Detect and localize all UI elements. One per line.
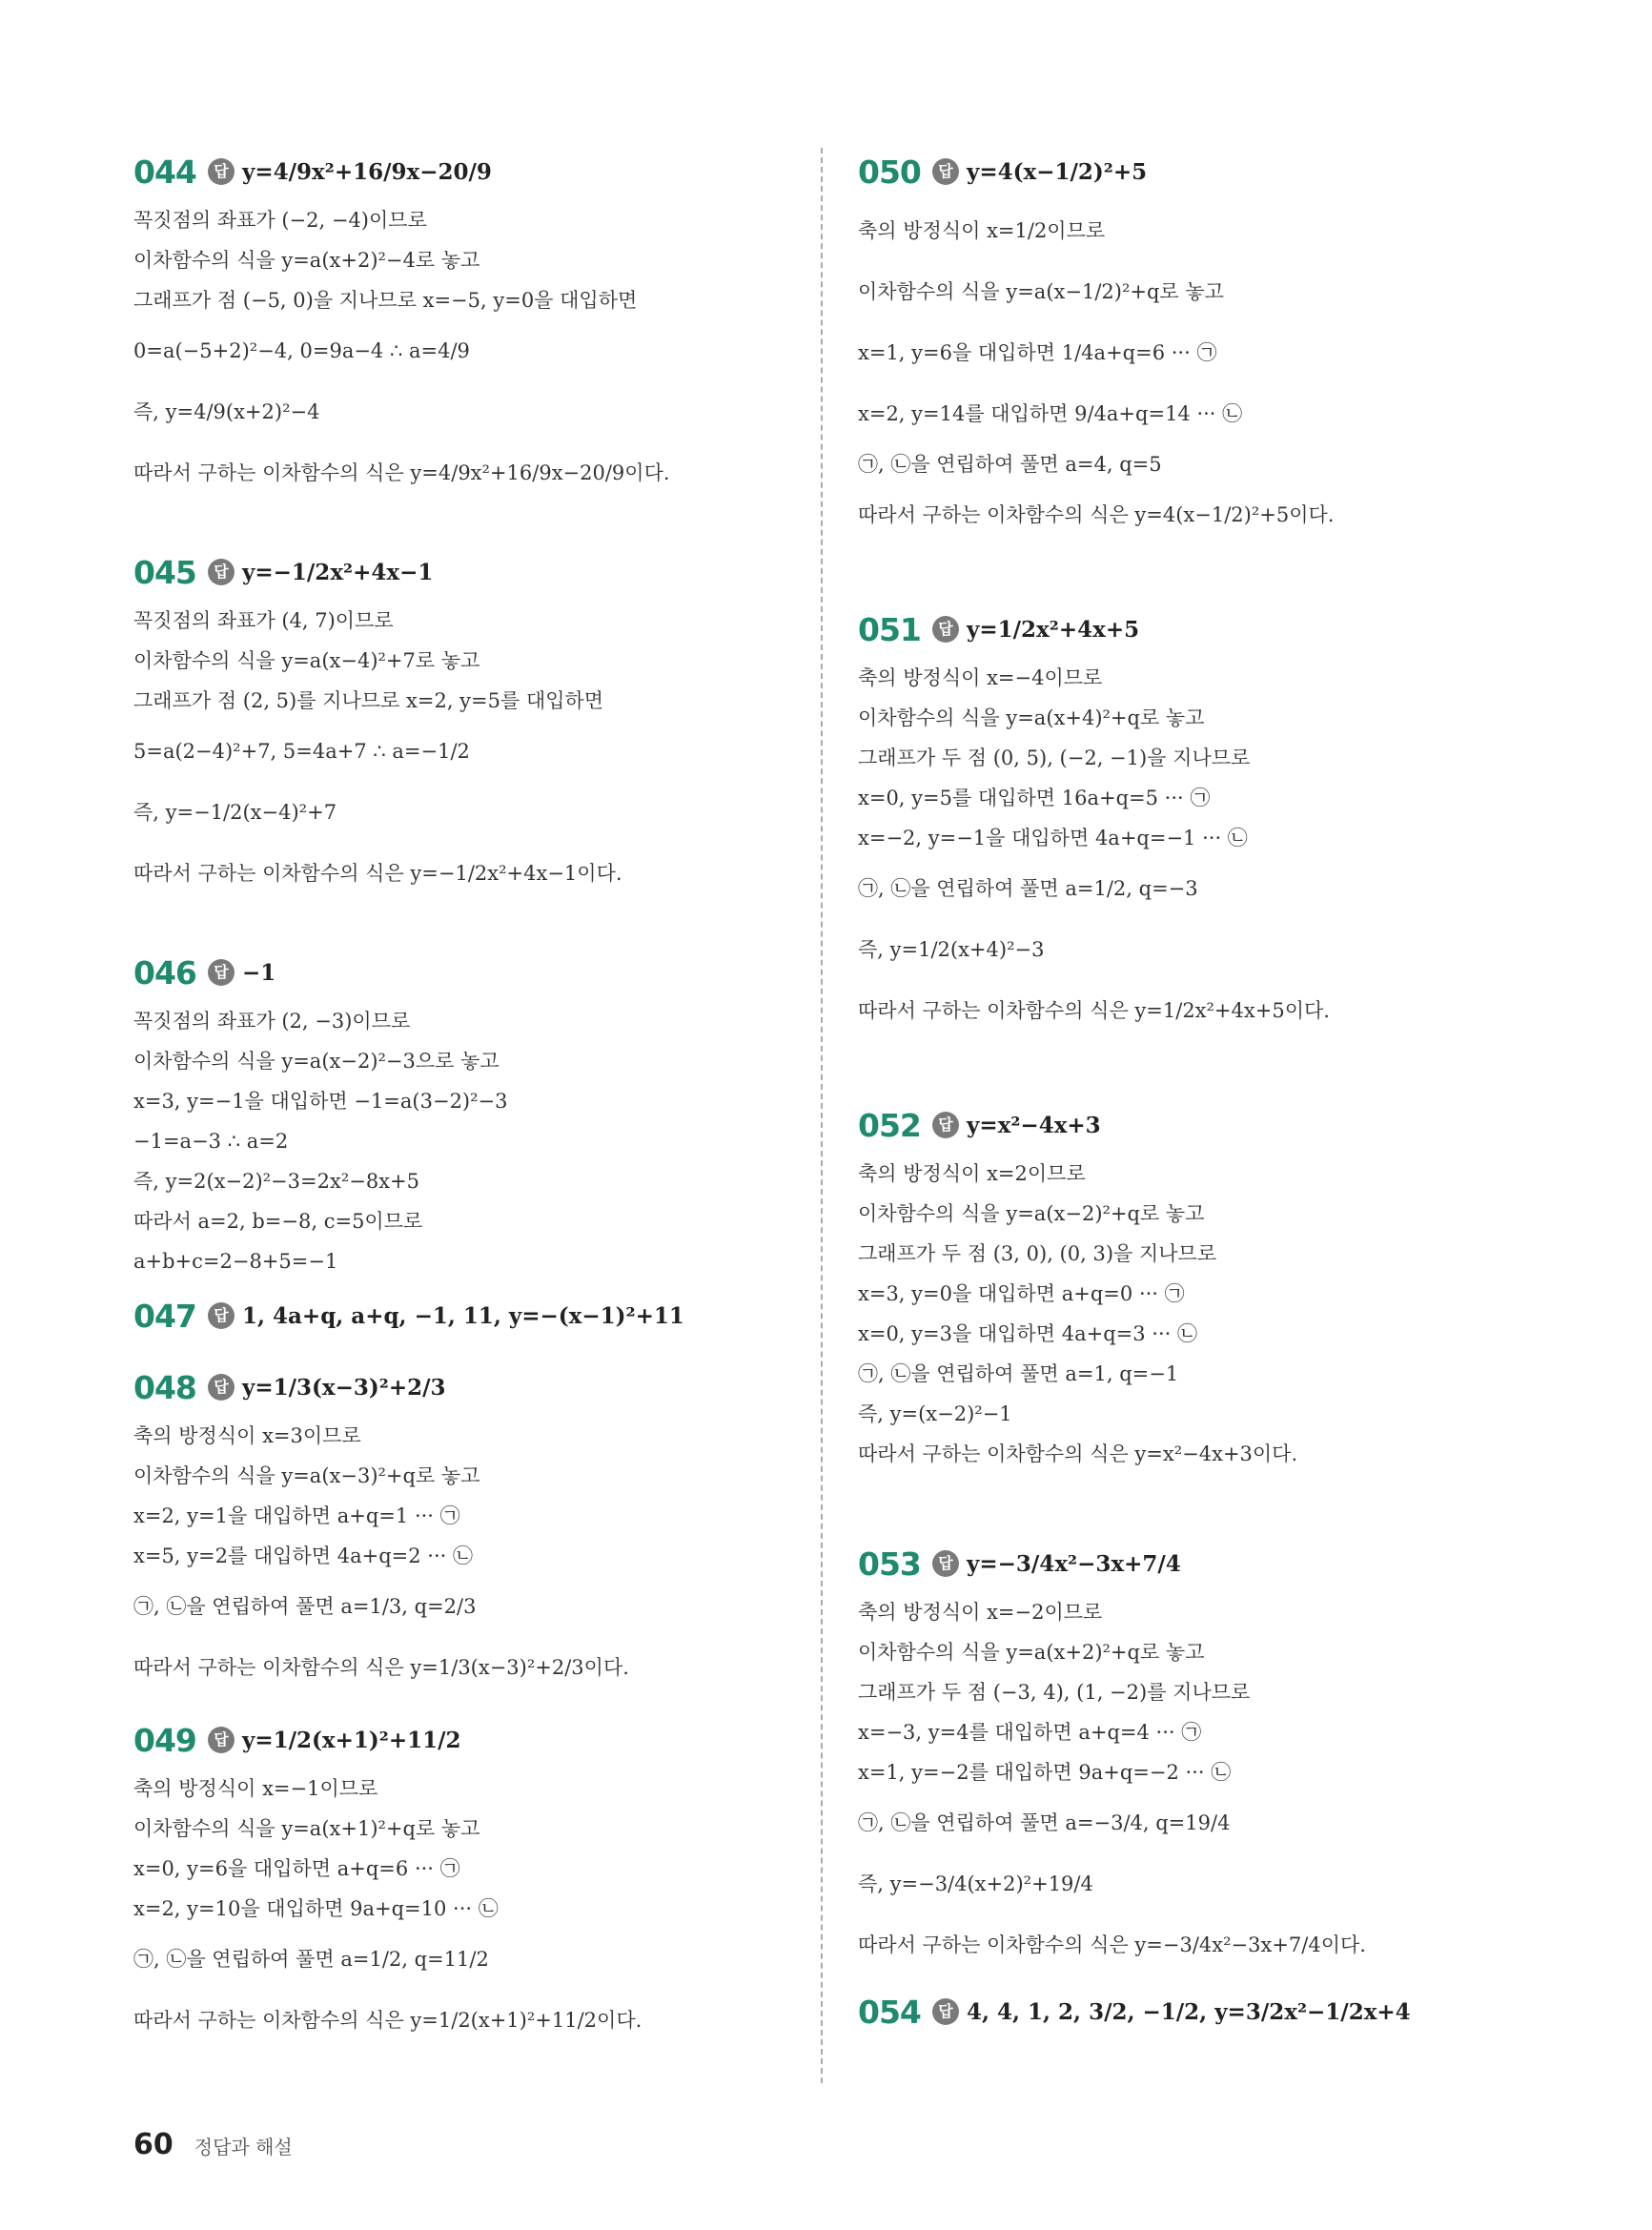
answer-badge: 답	[932, 1112, 959, 1138]
solution-line: 그래프가 점 (2, 5)를 지나므로 x=2, y=5를 대입하면	[133, 689, 604, 712]
problem-number: 054	[858, 1993, 921, 2031]
problem-047	[133, 1287, 820, 1344]
page-number: 60	[133, 2128, 173, 2161]
solution-line: x=5, y=2를 대입하면 4a+q=2 ··· ㉡	[133, 1545, 474, 1567]
answer-badge: 답	[208, 158, 235, 185]
answer-text: y=−1/2x²+4x−1	[242, 559, 434, 585]
solution-line: ㉠, ㉡을 연립하여 풀면 a=4, q=5	[858, 453, 1162, 476]
solution-line: 축의 방정식이 x=−1이므로	[133, 1777, 378, 1800]
problem-number: 049	[133, 1721, 196, 1759]
solution-line: 그래프가 두 점 (3, 0), (0, 3)을 지나므로	[858, 1242, 1217, 1265]
answer-text: 4, 4, 1, 2, 3/2, −1/2, y=3/2x²−1/2x+4	[967, 1998, 1411, 2025]
solution-line: 이차함수의 식을 y=a(x+2)²+q로 놓고	[858, 1641, 1205, 1664]
problem-number: 044	[133, 153, 196, 191]
problem-052	[858, 1096, 1544, 1474]
answer-text: −1	[242, 959, 276, 986]
solution-line: 5=a(2−4)²+7, 5=4a+7 ∴ a=−1/2	[133, 740, 470, 763]
solution-line: x=3, y=−1을 대입하면 −1=a(3−2)²−3	[133, 1090, 508, 1113]
solution-line: x=−2, y=−1을 대입하면 4a+q=−1 ··· ㉡	[858, 827, 1248, 849]
answer-text: y=1/3(x−3)²+2/3	[242, 1374, 446, 1401]
solution-line: 이차함수의 식을 y=a(x−2)²−3으로 놓고	[133, 1050, 500, 1073]
solution-line: 축의 방정식이 x=2이므로	[858, 1162, 1086, 1185]
solution-line: 즉, y=(x−2)²−1	[858, 1402, 1012, 1425]
solution-line: 축의 방정식이 x=−2이므로	[858, 1601, 1103, 1624]
solution-line: x=0, y=3을 대입하면 4a+q=3 ··· ㉡	[858, 1322, 1198, 1345]
problem-number: 047	[133, 1297, 196, 1335]
solution-line: 꼭짓점의 좌표가 (4, 7)이므로	[133, 609, 394, 632]
solution-line: 그래프가 두 점 (−3, 4), (1, −2)를 지나므로	[858, 1681, 1251, 1704]
answer-badge: 답	[208, 1302, 235, 1329]
solution-line: 따라서 구하는 이차함수의 식은 y=x²−4x+3이다.	[858, 1442, 1298, 1465]
solution-line: 따라서 구하는 이차함수의 식은 y=4/9x²+16/9x−20/9이다.	[133, 461, 670, 484]
problem-048	[133, 1359, 820, 1698]
answer-badge: 답	[932, 158, 959, 185]
answer-text: y=4(x−1/2)²+5	[967, 158, 1148, 185]
problem-053	[858, 1535, 1544, 1975]
problem-045	[133, 543, 820, 904]
answer-badge: 답	[932, 616, 959, 643]
solution-line: 축의 방정식이 x=1/2이므로	[858, 219, 1106, 242]
solution-line: 이차함수의 식을 y=a(x−2)²+q로 놓고	[858, 1202, 1205, 1225]
solution-line: 그래프가 점 (−5, 0)을 지나므로 x=−5, y=0을 대입하면	[133, 289, 638, 312]
problem-051	[858, 601, 1544, 1041]
solution-line: 따라서 구하는 이차함수의 식은 y=4(x−1/2)²+5이다.	[858, 503, 1335, 526]
problem-header	[133, 944, 820, 1001]
answer-text: y=1/2x²+4x+5	[967, 616, 1140, 643]
solution-line: x=2, y=14를 대입하면 9/4a+q=14 ··· ㉡	[858, 402, 1243, 425]
problem-number: 046	[133, 953, 196, 992]
solution-line: 축의 방정식이 x=−4이므로	[858, 666, 1103, 689]
solution-line: ㉠, ㉡을 연립하여 풀면 a=1/2, q=11/2	[133, 1948, 489, 1971]
solution-line: 즉, y=2(x−2)²−3=2x²−8x+5	[133, 1170, 419, 1193]
solution-line: 축의 방정식이 x=3이므로	[133, 1424, 361, 1447]
problem-header	[858, 1535, 1544, 1592]
solution-line: 따라서 구하는 이차함수의 식은 y=1/2(x+1)²+11/2이다.	[133, 2009, 642, 2032]
solution-line: 즉, y=−1/2(x−4)²+7	[133, 801, 337, 824]
solution-line: x=1, y=−2를 대입하면 9a+q=−2 ··· ㉡	[858, 1761, 1232, 1784]
problem-header	[858, 143, 1544, 200]
solution-line: 이차함수의 식을 y=a(x+4)²+q로 놓고	[858, 706, 1205, 729]
solution-line: 따라서 구하는 이차함수의 식은 y=1/2x²+4x+5이다.	[858, 999, 1330, 1022]
problem-number: 053	[858, 1545, 921, 1583]
solution-line: x=0, y=6을 대입하면 a+q=6 ··· ㉠	[133, 1857, 460, 1880]
solution-line: 이차함수의 식을 y=a(x−3)²+q로 놓고	[133, 1464, 480, 1487]
solution-line: x=2, y=10을 대입하면 9a+q=10 ··· ㉡	[133, 1897, 499, 1920]
answer-badge: 답	[932, 1998, 959, 2025]
solution-line: x=0, y=5를 대입하면 16a+q=5 ··· ㉠	[858, 787, 1211, 809]
solution-line: ㉠, ㉡을 연립하여 풀면 a=−3/4, q=19/4	[858, 1811, 1231, 1834]
solution-line: ㉠, ㉡을 연립하여 풀면 a=1/3, q=2/3	[133, 1595, 477, 1618]
solution-line: 이차함수의 식을 y=a(x+2)²−4로 놓고	[133, 249, 480, 272]
solution-line: x=2, y=1을 대입하면 a+q=1 ··· ㉠	[133, 1504, 460, 1527]
answer-text: y=−3/4x²−3x+7/4	[967, 1550, 1181, 1577]
solution-line: ㉠, ㉡을 연립하여 풀면 a=1/2, q=−3	[858, 877, 1198, 900]
solution-line: 즉, y=1/2(x+4)²−3	[858, 938, 1045, 961]
problem-header	[858, 1983, 1544, 2040]
solution-line: 따라서 구하는 이차함수의 식은 y=−1/2x²+4x−1이다.	[133, 862, 622, 885]
problem-header	[133, 543, 820, 601]
answer-text: y=4/9x²+16/9x−20/9	[242, 158, 492, 185]
solution-line: x=3, y=0을 대입하면 a+q=0 ··· ㉠	[858, 1282, 1185, 1305]
answer-badge: 답	[208, 1374, 235, 1401]
problem-number: 051	[858, 610, 921, 648]
answer-badge: 답	[208, 1727, 235, 1753]
problem-header	[858, 1096, 1544, 1154]
problem-044	[133, 143, 820, 503]
solution-line: 즉, y=−3/4(x+2)²+19/4	[858, 1872, 1093, 1895]
solution-line: 따라서 구하는 이차함수의 식은 y=1/3(x−3)²+2/3이다.	[133, 1656, 629, 1679]
answer-text: y=1/2(x+1)²+11/2	[242, 1727, 461, 1753]
problem-046	[133, 944, 820, 1281]
page-footer	[133, 2128, 293, 2161]
solution-line: 이차함수의 식을 y=a(x−1/2)²+q로 놓고	[858, 280, 1224, 303]
answer-badge: 답	[932, 1550, 959, 1577]
problem-header	[858, 601, 1544, 658]
solution-line: 따라서 구하는 이차함수의 식은 y=−3/4x²−3x+7/4이다.	[858, 1933, 1366, 1956]
answer-badge: 답	[208, 959, 235, 986]
problem-054	[858, 1983, 1544, 2040]
answer-text: y=x²−4x+3	[967, 1112, 1101, 1138]
answer-text: 1, 4a+q, a+q, −1, 11, y=−(x−1)²+11	[242, 1302, 684, 1329]
solution-line: x=−3, y=4를 대입하면 a+q=4 ··· ㉠	[858, 1721, 1202, 1744]
solution-line: 0=a(−5+2)²−4, 0=9a−4 ∴ a=4/9	[133, 339, 470, 362]
solution-line: 꼭짓점의 좌표가 (2, −3)이므로	[133, 1010, 411, 1033]
solution-line: 이차함수의 식을 y=a(x+1)²+q로 놓고	[133, 1817, 480, 1840]
problem-050	[858, 143, 1544, 545]
problem-header	[133, 143, 820, 200]
solution-line: 즉, y=4/9(x+2)²−4	[133, 400, 320, 423]
column-divider	[821, 148, 823, 2083]
problem-049	[133, 1711, 820, 2051]
answer-badge: 답	[208, 559, 235, 585]
problem-header	[133, 1287, 820, 1344]
problem-number: 045	[133, 553, 196, 591]
solution-line: x=1, y=6을 대입하면 1/4a+q=6 ··· ㉠	[858, 341, 1217, 364]
page-label: 정답과 해설	[194, 2136, 293, 2158]
solution-line: 꼭짓점의 좌표가 (−2, −4)이므로	[133, 209, 427, 232]
problem-header	[133, 1359, 820, 1416]
solution-line: −1=a−3 ∴ a=2	[133, 1130, 289, 1153]
solution-line: 따라서 a=2, b=−8, c=5이므로	[133, 1210, 423, 1233]
solution-line: 이차함수의 식을 y=a(x−4)²+7로 놓고	[133, 649, 480, 672]
problem-number: 050	[858, 153, 921, 191]
problem-header	[133, 1711, 820, 1769]
solution-line: a+b+c=2−8+5=−1	[133, 1250, 338, 1273]
problem-number: 052	[858, 1106, 921, 1144]
solution-line: 그래프가 두 점 (0, 5), (−2, −1)을 지나므로	[858, 747, 1251, 769]
solution-line: ㉠, ㉡을 연립하여 풀면 a=1, q=−1	[858, 1362, 1179, 1385]
problem-number: 048	[133, 1368, 196, 1406]
